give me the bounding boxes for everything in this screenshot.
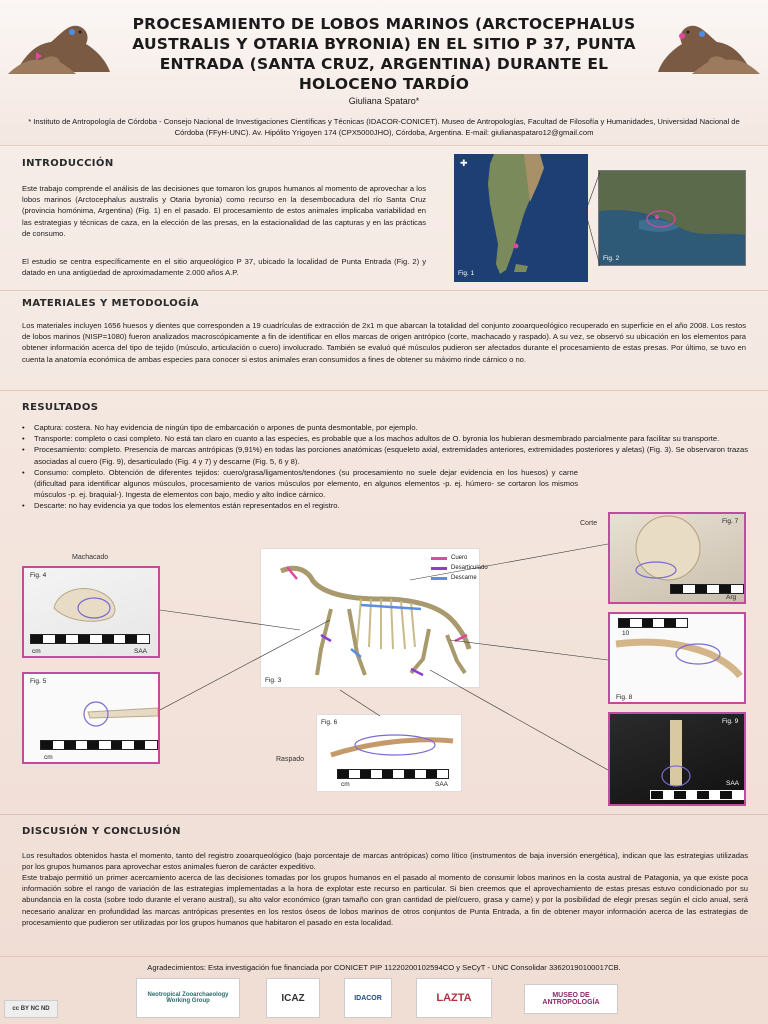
sea-lion-illustration-right [652,14,762,78]
punta-entrada-map [599,171,746,266]
raspado-label: Raspado [276,756,305,763]
fig5-scale-cm: cm [44,754,53,761]
fig3-label: Fig. 3 [265,677,282,684]
intro-paragraph-1: Este trabajo comprende el análisis de las decisiones que tomaron los grupos humanos al momento de aprovechar a los lobos marinos (Arctocephalus australis y Otaria byronia) como recurso en la desembocadura del río Santa Cruz (provincia homónima, Argentina) (Fig. 1) en el pasado. El procesamiento de estos animales implicaba variabilidad en las estrategias y técnicas de caza, en la elección de las presas, en la estacionalidad de las capturas y en las prácticas de consumo. [22,184,426,238]
acknowledgements: Agradecimientos: Esta investigación fue financiada por CONICET PIP 11220200102594CO y SeCyT - UNC Consolidar 33620190100017CB. [147,963,621,972]
figure-connector-lines [160,520,610,780]
divider-3 [0,814,768,815]
methods-paragraph: Los materiales incluyen 1656 huesos y dientes que corresponden a 19 cuadrículas de extracción de 2x1 m que abarcan la totalidad del conjunto zooarqueológico recuperado en superficie en el año 2008. Los restos de lobos marinos (NISP=1080) fueron analizados macroscópicamente a fin de identificar en ellos marcas de origen antrópico (corte, machacado y raspado). A su vez, se observó su ubicación en los elementos para obtener información acerca del tipo de tejido (músculo, articulación o cuero) involucrado. También se evaluó qué músculos pudieron ser afectados durante el procesamiento de estas presas. Por último, se tuvo en cuenta la anatomía económica de ambas especies para conocer si estos animales eran consumidos a fines de obtener su máximo rinde cárnico o no. [22,321,746,364]
fig9-scale-saa: SAA [726,780,740,787]
intro-paragraph-2: El estudio se centra específicamente en el sitio arqueológico P 37, ubicado la localidad de Punta Entrada (Fig. 2) y datado en una antigüedad de aproximadamente 2.000 años A.P. [22,257,426,278]
results-heading: RESULTADOS [22,402,99,413]
south-america-map [454,154,588,282]
fig4-scale-cm: cm [32,648,41,655]
fig7-scale-arg: Arg [726,594,737,601]
fig8-label: Fig. 8 [616,694,633,701]
compass-icon: ✚ [460,158,468,168]
fig9-scale-bar [650,790,744,800]
fig8-scale-10: 10 [622,630,630,637]
discussion-heading: DISCUSIÓN Y CONCLUSIÓN [22,826,181,837]
fig7-photo [608,512,746,604]
author: Giuliana Spataro* [348,96,420,106]
affiliation: * Instituto de Antropología de Córdoba - Consejo Nacional de Investigaciones Científicas y Técnicas (IDACOR-CONICET). Museo de Antropologías, Facultad de Filosofía y Humanidades, Universidad Nacional de Córdoba (FFyH-UNC). Av. Hipólito Yrigoyen 174 (CPX5000JHO), Córdoba, Argentina. E-mail: giulianaspataro12@gmail.com [28,117,740,137]
discussion-paragraph-2: Este trabajo permitió un primer acercamiento acerca de las decisiones tomadas por los grupos humanos en el pasado al momento de consumir lobos marinos en la costa austral de Patagonia, ya que existe poca información sobre el rango de variación de las estrategias implementadas a la hora de explotar este recurso en particular. Si bien creemos que el aprovechamiento de estas presas estuvo condicionado por su abundancia en la costa (sobre todo durante el verano austral), su alto valor económico (gran tamaño con gran cantidad de piel/cuero, grasa y carne) y por la posibilidad de elegir presas según el ciclo anual, será necesario analizar en profundidad las marcas antrópicas presentes en los restos óseos de lobos marinos de otros conjuntos de Punta Entrada, a fin de obtener mayor información acerca de las estrategias de procesamiento que pudieron ser utilizadas por los grupos humanos que habitaron el pasado en esta localidad. [22,873,748,927]
intro-heading: INTRODUCCIÓN [22,158,114,169]
divider-1 [0,290,768,291]
legend-descarne: Descarne [431,575,488,581]
fig6-label: Fig. 6 [321,719,338,726]
fig5-photo [22,672,160,764]
divider-4 [0,956,768,957]
fig8-scale-bar [618,618,688,628]
fig6-scale-cm: cm [341,781,350,788]
result-descarte: • Descarte: no hay evidencia ya que todos los elementos están representados en el registro. [22,500,748,511]
result-procesamiento: • Procesamiento: completo. Presencia de marcas antrópicas (9,91%) en todas las porciones anatómicas (esqueleto axial, extremidades anteriores, extremidades posteriores y aletas) (Fig. 3). Se observaron trazas asociadas al cuero (Fig. 9), desarticulado (Fig. 4 y 7) y descarne (Fig. 5, 6 y 8). [22,444,748,466]
fig4-scale-saa: SAA [134,648,148,655]
fig4-scale-bar [30,634,150,644]
corte-label: Corte [580,520,598,527]
result-captura: • Captura: costera. No hay evidencia de ningún tipo de embarcación o arpones de punta desmontable, por ejemplo. [22,422,748,433]
result-transporte: • Transporte: completo o casi completo. No está tan claro en cuanto a las especies, es probable que a los machos adultos de O. byronia los hubieran desmembrado parcialmente para facilitar su transporte. [22,433,748,444]
fig2-satellite-map [598,170,746,266]
fig5-label: Fig. 5 [30,678,47,685]
fig8-photo [608,612,746,704]
methods-heading: MATERIALES Y METODOLOGÍA [22,298,200,309]
legend-desarticulado: Desarticulado [431,565,488,571]
fig9-label: Fig. 9 [722,718,739,725]
fig9-photo [608,712,746,806]
fig1-map [454,154,588,282]
fig4-label: Fig. 4 [30,572,47,579]
fig4-photo [22,566,160,658]
fig5-scale-bar [40,740,158,750]
idacor-logo: IDACOR [344,978,392,1018]
lazta-logo: LAZTA [416,978,492,1018]
legend-cuero: Cuero [431,555,488,561]
sea-lion-illustration-left [6,14,118,78]
poster-title: PROCESAMIENTO DE LOBOS MARINOS (ARCTOCEPHALUS AUSTRALIS Y OTARIA BYRONIA) EN EL SITIO P 37, PUNTA ENTRADA (SANTA CRUZ, ARGENTINA) DURANTE EL HOLOCENO TARDÍO [132,15,636,93]
cc-license-logo: cc BY NC ND [4,1000,58,1018]
fig7-label: Fig. 7 [722,518,739,525]
machacado-label: Machacado [72,554,109,561]
museo-antropologia-logo: MUSEO DE ANTROPOLOGÍA [524,984,618,1014]
nzwg-logo: Neotropical Zooarchaeology Working Group [136,978,240,1018]
fig7-scale-bar [670,584,744,594]
divider-2 [0,390,768,391]
fig1-label: Fig. 1 [458,270,475,277]
result-consumo: • Consumo: completo. Obtención de diferentes tejidos: cuero/grasa/ligamentos/tendones (su procesamiento no suele dejar evidencia en los huesos) y carne (dificultad para identificar algunos músculos, procesamiento de varios músculos por elemento, en algunos elementos -p. ej. húmero- se cortaron los mismos músculos -p. ej. braquial-). Ingesta de elementos con bajo, medio y alto índice cárnico. [22,467,578,501]
map-connector-lines [586,170,600,280]
results-list [22,422,748,512]
fig6-scale-saa: SAA [435,781,449,788]
fig2-label: Fig. 2 [603,255,620,262]
icaz-logo: ICAZ [266,978,320,1018]
discussion-paragraph-1: Los resultados obtenidos hasta el momento, tanto del registro zooarqueológico (bajo porcentaje de marcas antrópicas) como lítico (instrumentos de baja inversión energética), indican que las estrategias utilizadas por los grupos humanos para aprovechar estos animales fueron de carácter expeditivo. [22,851,748,872]
